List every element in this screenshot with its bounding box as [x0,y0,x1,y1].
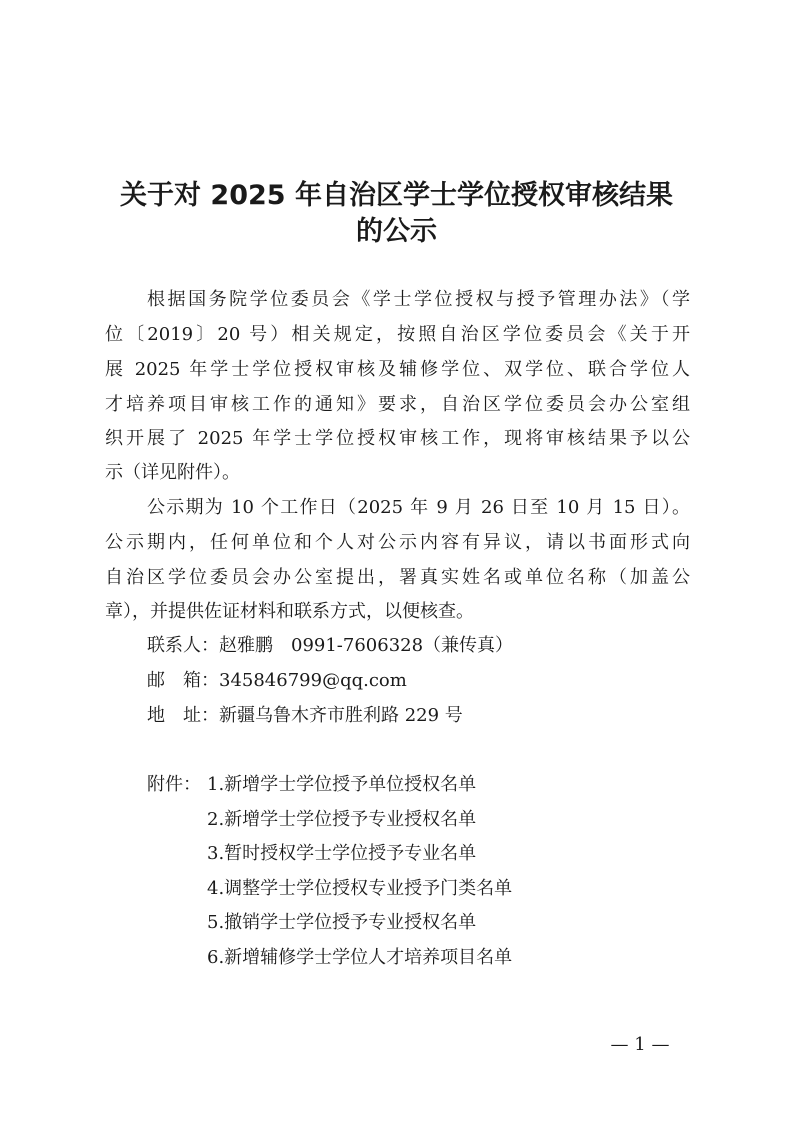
contact-email: 邮 箱：345846799@qq.com [147,670,407,691]
paragraph2-line2: 公示期内，任何单位和个人对公示内容有异议，请以书面形式向 [105,532,690,553]
contact-person: 联系人：赵雅鹏 0991-7606328（兼传真） [147,635,514,656]
attachment-item: 6.新增辅修学士学位人才培养项目名单 [207,947,513,968]
paragraph1-line1: 根据国务院学位委员会《学士学位授权与授予管理办法》（学 [147,289,690,310]
paragraph1-line6: 示（详见附件）。 [105,462,240,483]
document-title-line1: 关于对 2025 年自治区学士学位授权审核结果 [120,180,673,211]
attachment-item: 3.暂时授权学士学位授予专业名单 [207,843,477,864]
paragraph1-line5: 织开展了 2025 年学士学位授权审核工作，现将审核结果予以公 [105,428,690,449]
contact-address: 地 址：新疆乌鲁木齐市胜利路 229 号 [147,705,463,726]
document-title-line2: 的公示 [356,216,437,247]
paragraph2-line4: 章），并提供佐证材料和联系方式，以便核查。 [105,601,474,622]
paragraph2-line3: 自治区学位委员会办公室提出，署真实姓名或单位名称（加盖公 [105,567,690,588]
paragraph1-line3: 展 2025 年学士学位授权审核及辅修学位、双学位、联合学位人 [105,359,690,380]
attachment-item: 5.撤销学士学位授予专业授权名单 [207,912,477,933]
attachment-item: 1.新增学士学位授予单位授权名单 [207,774,477,795]
paragraph1-line4: 才培养项目审核工作的通知》要求，自治区学位委员会办公室组 [105,394,690,415]
attachment-item: 2.新增学士学位授予专业授权名单 [207,809,477,830]
paragraph1-line2: 位〔2019〕20 号）相关规定，按照自治区学位委员会《关于开 [105,324,690,345]
attachments-label: 附件： [147,774,201,795]
attachment-item: 4.调整学士学位授权专业授予门类名单 [207,878,513,899]
page-number: — 1 — [610,1034,670,1055]
paragraph2-line1: 公示期为 10 个工作日（2025 年 9 月 26 日至 10 月 15 日）。 [147,497,690,518]
